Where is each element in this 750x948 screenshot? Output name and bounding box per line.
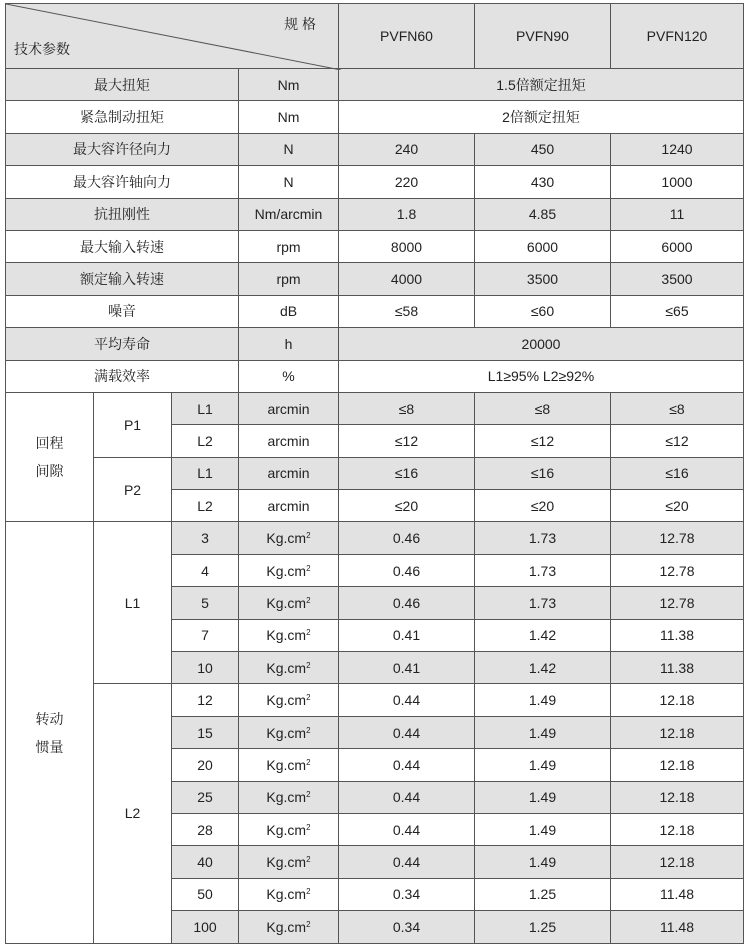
unit-cell: arcmin [239,490,339,522]
value-cell: 1240 [611,133,744,165]
param-name: 平均寿命 [6,328,239,360]
unit-base: Kg.cm [266,886,307,903]
unit-base: Kg.cm [266,918,307,935]
unit-exponent: 2 [306,531,311,541]
value-cell: 12.18 [611,813,744,845]
ratio-cell: 25 [172,781,239,813]
value-cell: 12.18 [611,846,744,878]
value-cell: 0.44 [339,716,475,748]
unit-cell [239,781,339,813]
value-cell: 0.34 [339,878,475,910]
ratio-cell: 12 [172,684,239,716]
stage-label: L2 [172,425,239,457]
value-cell: 0.44 [339,749,475,781]
value-cell: 1.49 [475,749,611,781]
unit-base: Kg.cm [266,562,307,579]
ratio-cell: 4 [172,554,239,586]
unit-cell [239,652,339,684]
value-cell: 1.25 [475,911,611,943]
unit-base: Kg.cm [266,756,307,773]
merged-value: 2倍额定扭矩 [339,101,744,133]
param-name: 噪音 [6,295,239,327]
ratio-cell: 10 [172,652,239,684]
value-cell: ≤16 [475,457,611,489]
unit-cell [239,813,339,845]
param-unit: dB [239,295,339,327]
value-cell: 0.46 [339,587,475,619]
unit-base: Kg.cm [266,692,307,709]
simple-rows [6,69,744,393]
value-cell: 4000 [339,263,475,295]
unit-cell [239,619,339,651]
inertia-row [6,684,744,716]
value-cell: 11 [611,198,744,230]
header-corner-cell [6,4,339,69]
value-cell: 1.73 [475,554,611,586]
unit-cell [239,684,339,716]
value-cell: ≤12 [475,425,611,457]
value-cell: 450 [475,133,611,165]
inertia-label [6,522,94,943]
unit-cell [239,749,339,781]
value-cell: ≤12 [611,425,744,457]
param-name: 最大输入转速 [6,230,239,262]
ratio-cell: 5 [172,587,239,619]
value-cell: 3500 [611,263,744,295]
value-cell: 1.42 [475,619,611,651]
value-cell: 12.78 [611,587,744,619]
group-label-line: 回程 [35,435,64,452]
param-name: 最大容许径向力 [6,133,239,165]
param-row [6,263,744,295]
unit-cell [239,878,339,910]
param-row [6,198,744,230]
value-cell: 1.42 [475,652,611,684]
param-row [6,69,744,101]
unit-base: Kg.cm [266,821,307,838]
merged-value: L1≥95% L2≥92% [339,360,744,392]
value-cell: 0.46 [339,554,475,586]
value-cell: 12.78 [611,554,744,586]
header-row [6,4,744,69]
ratio-cell: 50 [172,878,239,910]
value-cell: ≤12 [339,425,475,457]
param-row [6,230,744,262]
unit-base: Kg.cm [266,854,307,871]
unit-base: Kg.cm [266,530,307,547]
unit-base: Kg.cm [266,659,307,676]
inertia-rows [6,522,744,943]
group-label-line: 转动 [35,710,64,727]
unit-exponent: 2 [306,855,311,865]
unit-cell [239,554,339,586]
value-cell: 1.25 [475,878,611,910]
value-cell: 1.8 [339,198,475,230]
spec-table-wrapper [5,3,744,944]
group-label-line: 惯量 [35,738,64,755]
unit-exponent: 2 [306,595,311,605]
param-row [6,133,744,165]
value-cell: 11.48 [611,878,744,910]
backlash-row [6,392,744,424]
ratio-cell: 7 [172,619,239,651]
stage-label: L2 [94,684,172,943]
param-name: 满载效率 [6,360,239,392]
unit-exponent: 2 [306,660,311,670]
value-cell: ≤8 [339,392,475,424]
value-cell: ≤60 [475,295,611,327]
value-cell: ≤8 [611,392,744,424]
unit-cell: arcmin [239,457,339,489]
value-cell: 1.73 [475,587,611,619]
model-header: PVFN90 [475,4,611,69]
param-row [6,328,744,360]
unit-cell [239,587,339,619]
value-cell: ≤20 [339,490,475,522]
param-unit: rpm [239,263,339,295]
param-row [6,295,744,327]
unit-exponent: 2 [306,887,311,897]
param-name: 紧急制动扭矩 [6,101,239,133]
group-label-line: 间隙 [35,463,64,480]
unit-exponent: 2 [306,693,311,703]
unit-exponent: 2 [306,919,311,929]
value-cell: 11.38 [611,652,744,684]
value-cell: 0.34 [339,911,475,943]
value-cell: 12.18 [611,716,744,748]
spec-table [5,3,744,944]
model-header: PVFN120 [611,4,744,69]
stage-label: L1 [172,392,239,424]
param-unit: N [239,166,339,198]
value-cell: 0.44 [339,684,475,716]
value-cell: 0.44 [339,781,475,813]
param-name: 额定输入转速 [6,263,239,295]
value-cell: 8000 [339,230,475,262]
value-cell: 0.41 [339,652,475,684]
value-cell: ≤20 [611,490,744,522]
param-name: 最大扭矩 [6,69,239,101]
param-row [6,360,744,392]
unit-base: Kg.cm [266,789,307,806]
unit-cell: arcmin [239,392,339,424]
value-cell: 12.18 [611,684,744,716]
value-cell: 1.73 [475,522,611,554]
value-cell: ≤8 [475,392,611,424]
stage-label: L1 [94,522,172,684]
value-cell: 12.18 [611,749,744,781]
merged-value: 20000 [339,328,744,360]
corner-spec-label: 规 格 [284,16,316,32]
unit-cell [239,911,339,943]
unit-exponent: 2 [306,563,311,573]
value-cell: 0.46 [339,522,475,554]
ratio-cell: 28 [172,813,239,845]
value-cell: 0.44 [339,813,475,845]
value-cell: 4.85 [475,198,611,230]
unit-exponent: 2 [306,757,311,767]
value-cell: 430 [475,166,611,198]
value-cell: 1.49 [475,716,611,748]
value-cell: 11.38 [611,619,744,651]
unit-exponent: 2 [306,628,311,638]
value-cell: 220 [339,166,475,198]
value-cell: 0.41 [339,619,475,651]
unit-cell [239,716,339,748]
param-unit: h [239,328,339,360]
param-row [6,166,744,198]
param-unit: Nm [239,69,339,101]
unit-base: Kg.cm [266,724,307,741]
merged-value: 1.5倍额定扭矩 [339,69,744,101]
stage-label: L2 [172,490,239,522]
ratio-cell: 20 [172,749,239,781]
value-cell: ≤20 [475,490,611,522]
value-cell: 1.49 [475,781,611,813]
corner-param-label: 技术参数 [14,41,70,57]
value-cell: 1000 [611,166,744,198]
unit-cell [239,522,339,554]
unit-exponent: 2 [306,725,311,735]
model-header: PVFN60 [339,4,475,69]
ratio-cell: 100 [172,911,239,943]
param-unit: rpm [239,230,339,262]
backlash-label [6,392,94,522]
backlash-row [6,457,744,489]
value-cell: 240 [339,133,475,165]
value-cell: ≤16 [339,457,475,489]
value-cell: 1.49 [475,684,611,716]
value-cell: 6000 [611,230,744,262]
value-cell: 1.49 [475,813,611,845]
unit-cell: arcmin [239,425,339,457]
value-cell: 12.18 [611,781,744,813]
unit-exponent: 2 [306,822,311,832]
stage-label: L1 [172,457,239,489]
param-unit: N [239,133,339,165]
value-cell: 11.48 [611,911,744,943]
value-cell: 6000 [475,230,611,262]
value-cell: 0.44 [339,846,475,878]
unit-base: Kg.cm [266,594,307,611]
backlash-rows [6,392,744,522]
unit-exponent: 2 [306,790,311,800]
param-unit: % [239,360,339,392]
precision-label: P2 [94,457,172,522]
value-cell: ≤58 [339,295,475,327]
precision-label: P1 [94,392,172,457]
unit-cell [239,846,339,878]
value-cell: 12.78 [611,522,744,554]
param-name: 最大容许轴向力 [6,166,239,198]
param-unit: Nm [239,101,339,133]
ratio-cell: 15 [172,716,239,748]
ratio-cell: 40 [172,846,239,878]
param-unit: Nm/arcmin [239,198,339,230]
value-cell: 3500 [475,263,611,295]
param-name: 抗扭刚性 [6,198,239,230]
unit-base: Kg.cm [266,627,307,644]
value-cell: ≤65 [611,295,744,327]
value-cell: 1.49 [475,846,611,878]
value-cell: ≤16 [611,457,744,489]
ratio-cell: 3 [172,522,239,554]
inertia-row [6,522,744,554]
param-row [6,101,744,133]
